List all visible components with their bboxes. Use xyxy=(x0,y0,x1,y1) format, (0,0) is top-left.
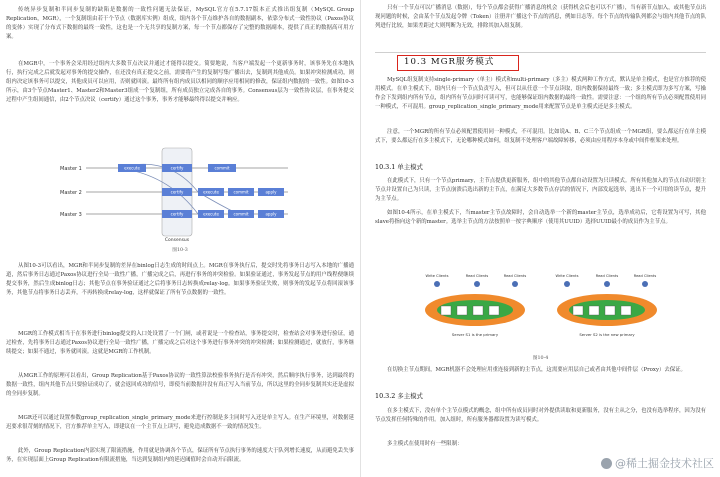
paragraph: 在多主模式下，没有单个主节点模式的概念，组中所有成员同时对外提供读取和更新服务，没有主从之分，也没有选举程序，因为没有节点发挥任何特殊的作用。加入组时，所有服务器都设置为读写模式。 xyxy=(375,408,706,423)
right-col-mid xyxy=(375,76,706,236)
single-primary-figure xyxy=(417,272,667,342)
box-commit: commit xyxy=(233,211,249,217)
watermark-text: @稀土掘金技术社区 xyxy=(615,457,714,470)
box-certify: certify xyxy=(170,189,184,195)
figure-caption: 图10-4 xyxy=(532,356,549,361)
mgr-flow-diagram xyxy=(58,144,298,244)
section-title: 10.3 MGR服务模式 xyxy=(397,55,519,71)
paragraph: 从MGR工作的原理可以看出，Group Replication基于Paxos协议的一致性算法校验事务执行是否有冲突，然后顺序执行事务，达到最终的数据一致性，组内其他节点只要验证成功了，就会返回成功的信号，即使当前数据并没有真正写入当前节点，所以这里的全同步复制其实还是虚拟的全同步复制。 xyxy=(6,373,354,397)
subsection-title-single: 10.3.1 单主模式 xyxy=(375,163,423,171)
right-page xyxy=(361,0,720,477)
watermark-logo-icon xyxy=(601,458,612,469)
read-clients-label: Read Clients xyxy=(465,274,489,278)
write-clients-label: Write Clients xyxy=(555,274,579,278)
left-col-bottom xyxy=(6,262,354,465)
paragraph: MGR的工作模式相当于在事务进行binlog提交的入口处设置了一个门闸，或者说是一个检查站，事务提交时，检查站会对事务进行验证，通过检查，先将事务日志通过Paxos协议进行全局一致性广播，广播完成之后对这个事务进行事务冲突的冲突检测；如果检测通过，就放行，事务继续提交；如果不通过，事务就回滚。这就是MGR的工作机制。 xyxy=(6,331,354,355)
box-apply: apply xyxy=(265,189,277,195)
paragraph: 从图10-3可以看出，MGR和半同步复制的差异在binlog日志生成的时间点上。MGR在事务执行后，提交时先将事务日志写入本地的广播通道，然后事务日志通过Paxos协议进行全局一致性广播，广播完成之后，再进行事务的冲突检验。如果验证通过，事务发起节点的用户线程便继续提交事务，然后生成binlog日志；其他节点在事务验证通过之后将事务日志转换成relay-log。如果事务验证失败，则事务的发起节点将回滚该事务，其他节点将事务日志丢弃，不再转换成relay-log，这样就保证了所有节点数据的一致性。 xyxy=(6,263,354,296)
read-clients-label: Read Clients xyxy=(633,274,657,278)
box-commit: commit xyxy=(214,165,230,171)
paragraph: 如图10-4所示，在单主模式下，当master主节点故障时，会自动选举一个新的master主节点，选举成功后，它将设置为可写，其他slave将指向这个新的master。选举主节点的方法按照单一按字典顺序（使用其UUID）选择UUID最小的成员作为主节点。 xyxy=(375,210,706,225)
subsection-title-multi: 10.3.2 多主模式 xyxy=(375,392,423,400)
box-execute: execute xyxy=(203,189,219,195)
paragraph: 此外，Group Replication内部实现了限流措施，作用就是协调各个节点，保证所有节点执行事务的速度大于队列增长速度，从而避免丢失事务，在实现层面上Group Replication有限流措施，当达到复制组内的延迟阈值时会自动开启限流。 xyxy=(6,448,354,463)
box-certify: certify xyxy=(170,211,184,217)
write-clients-label: Write Clients xyxy=(425,274,449,278)
box-execute: execute xyxy=(203,211,219,217)
paragraph: 在切换主节点期间，MGR机器不会处理应用重连接到新的主节点，这需要应用层自己或者由其他中间件层（Proxy）去保证。 xyxy=(387,367,686,373)
paragraph: 在MGR中，一个事务会采用经过组内大多数节点决议并通过才能得以提交。简要地说，当客户端发起一个更新事务时，该事务先在本地执行，执行完成之后就发起对事务的提交操作，在还没有真正提交之前，需要将产生的复制写集广播出去，复制到其他成员。如果冲突检测成功，则组内决定该事务可以提交，其他成员可以应用，否则就回滚。最终所有组内成员以相同的顺序应用相同的修改，保证组内数据的一致性。如图10-3所示，由3个节点Master1、Master2和Master3组成一个复制组，所有成员独立完成各自的事务。Consensus层为一致性协议层，在事务提交过程中产生组间通信，由2个节点决议（certify）通过这个事务，事务才能够最终得以提交并响应。 xyxy=(6,61,354,103)
divider xyxy=(375,52,706,53)
right-col-bottom xyxy=(375,366,706,449)
box-certify: certify xyxy=(170,165,184,171)
right-col-top xyxy=(375,4,706,40)
left-col-top xyxy=(6,6,354,150)
paragraph: 在此模式下，只有一个节点primary，主节点提供更新服务，组中的其他节点都自动设置为只读模式。所有其他加入的节点自动识别主节点并设置自己为只读，主节点崩溃后选出新的主节点，在满足大多数节点存活的情况下，内部发起选举，选出下一个可用的读节点，提升为主节点。 xyxy=(375,178,706,202)
box-commit: commit xyxy=(233,189,249,195)
consensus-label: Consensus xyxy=(164,238,190,243)
read-clients-label: Read Clients xyxy=(595,274,619,278)
master2-label: Master 2 xyxy=(60,190,82,196)
paragraph: 多主模式在使用时有一些限制： xyxy=(387,441,463,447)
master3-label: Master 3 xyxy=(60,212,82,218)
paragraph: MGR还可以通过设置参数group_replication_single_primary_mode来进行控制是多主同时写入还是单主写入。在生产环境里，对数据延迟要求很苛刻的情况下，官方推荐单主写入，即建议在一个主节点上读写，避免造成数据不一致的情况发生。 xyxy=(6,415,354,430)
box-apply: apply xyxy=(265,211,277,217)
master1-label: Master 1 xyxy=(60,166,82,172)
site-watermark xyxy=(601,455,714,471)
figure-foot-left: Server S1 is the primary xyxy=(451,332,499,337)
paragraph: 传统异步复制和半同步复制的缺陷是数据的一致性问题无法保证，MySQL官方在5.7.17版本正式推出组复制（MySQL Group Replication，MGR），一个复制组由若干个节点（数据库实例）组成，组内各个节点维护各自的数据副本，依靠分布式一致性协议（Paxos协议的变体）实现了分布式下数据的最终一致性，这也是一个无共享的复制方案，每一个节点都保存了完整的数据副本，提供了真正的数据高可用方案。 xyxy=(6,7,354,40)
paragraph: 注意，一个MGR的所有节点必须配置使用同一种模式，不可混用。比如说A、B、C三个节点组成一个MGR组，要么都运行在单主模式下，要么都运行在多主模式下，无论哪种模式如何，组复制不处理客户端故障转移，必须由应用程序本身或中间件框架来处理。 xyxy=(375,129,706,144)
paragraph: MySQL组复制支持single-primary（单主）模式和multi-primary（多主）模式两种工作方式，默认是单主模式，也是官方推荐的使用模式。在单主模式下，组内只有一个节点负责写入，但可以从任意一个节点读取，组内数据保持最终一致；多主模式即为多写方案，写操作会下发到组内所有节点，组内所有节点同时可读可写，也能够保证组内数据的最终一致性。需要注意：一个组的所有节点必须配置使用同一种模式，不可混用。group_replication_single_primary_mode用来配置节点是单主模式还是多主模式。 xyxy=(375,77,706,110)
read-clients-label: Read Clients xyxy=(503,274,527,278)
figure-caption: 图10-3 xyxy=(172,248,188,253)
box-execute: execute xyxy=(124,165,140,171)
figure-foot-right: Server S2 is the new primary xyxy=(579,332,635,337)
paragraph: 只有一个节点可以广播消息（数据），每个节点都会获得广播消息的机会（获得机会后也可以不广播），当有新节点加入，或其他节点出现问题的时候，会由某个节点发起令牌（Token）注册并广播这个节点的消息，例如日志等。每个节点的传输队列都会与组内其他节点的队列进行比较，如果差距过大则判断为无效，排除其加入组复制。 xyxy=(375,5,706,29)
